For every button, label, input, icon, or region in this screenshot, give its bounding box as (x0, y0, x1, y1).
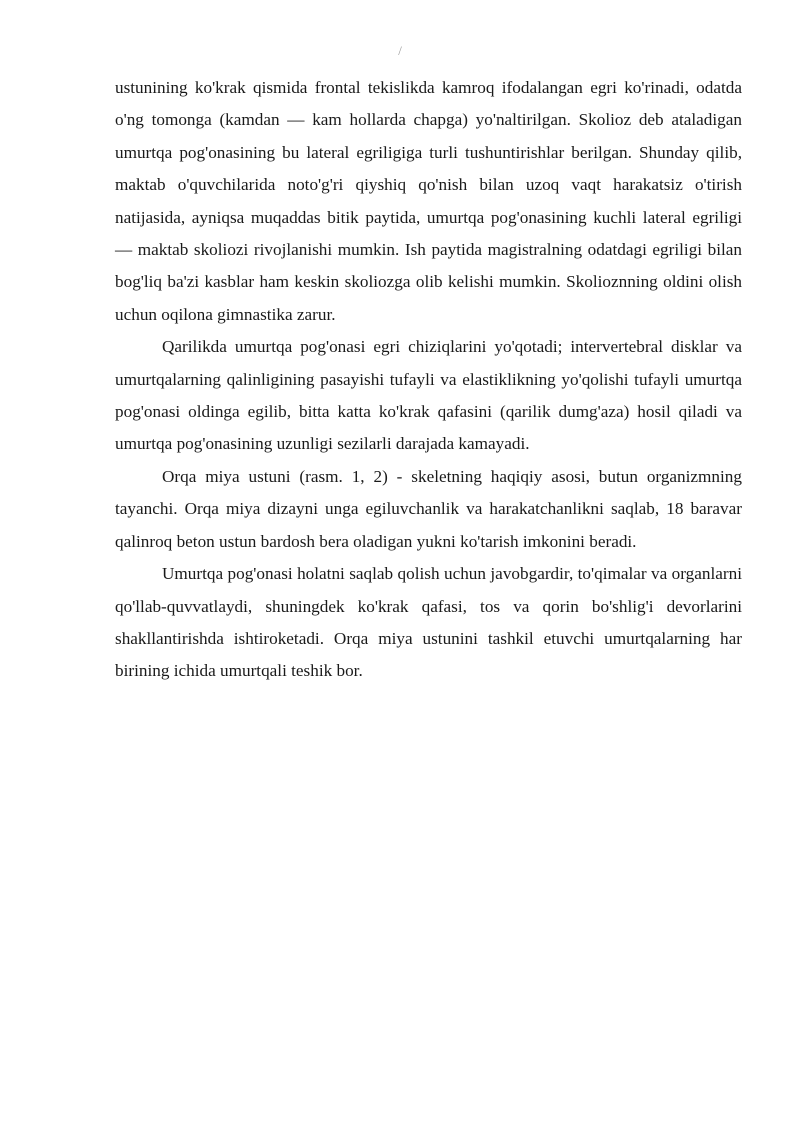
paragraph-spine-functions: Umurtqa pog'onasi holatni saqlab qolish uchun javobgardir, to'qimalar va organlarni qo'llab-quvvatlaydi, shuningdek ko'krak qafasi, tos va qorin bo'shlig'i devorlarini shakllantirishda ishtiroketadi. Orqa miya ustunini tashkil etuvchi umurtqalarning har birining ichida umurtqali teshik bor. (115, 564, 742, 681)
document-body (115, 72, 742, 688)
paragraph-scoliosis: ustunining ko'krak qismida frontal tekislikda kamroq ifodalangan egri ko'rinadi, odatda o'ng tomonga (kamdan — kam hollarda chapga) yo'naltirilgan. Skolioz deb ataladigan umurtqa pog'onasining bu lateral egriligiga turli tushuntirishlar berilgan. Shunday qilib, maktab o'quvchilarida noto'g'ri qiyshiq qo'nish bilan uzoq vaqt harakatsiz o'tirish natijasida, ayniqsa muqaddas bitik paytida, umurtqa pog'onasining kuchli lateral egriligi — maktab skoliozi rivojlanishi mumkin. Ish paytida magistralning odatdagi egriligi bilan bog'liq ba'zi kasblar ham keskin skoliozga olib kelishi mumkin. Skolioznning oldini olish uchun oqilona gimnastika zarur. (115, 78, 742, 324)
paragraph-old-age-spine: Qarilikda umurtqa pog'onasi egri chiziqlarini yo'qotadi; intervertebral disklar va umurtqalarning qalinligining pasayishi tufayli va elastiklikning yo'qolishi tufayli umurtqa pog'onasi oldinga egilib, bitta katta ko'krak qafasini (qarilik dumg'aza) hosil qiladi va umurtqa pog'onasining uzunligi sezilarli darajada kamayadi. (115, 337, 742, 454)
paragraph-spinal-column-support: Orqa miya ustuni (rasm. 1, 2) - skeletning haqiqiy asosi, butun organizmning tayanchi. Orqa miya dizayni unga egiluvchanlik va harakatchanlikni saqlab, 18 baravar qalinroq beton ustun bardosh bera oladigan yukni ko'tarish imkonini beradi. (115, 466, 742, 551)
page-marker: / (398, 43, 402, 58)
